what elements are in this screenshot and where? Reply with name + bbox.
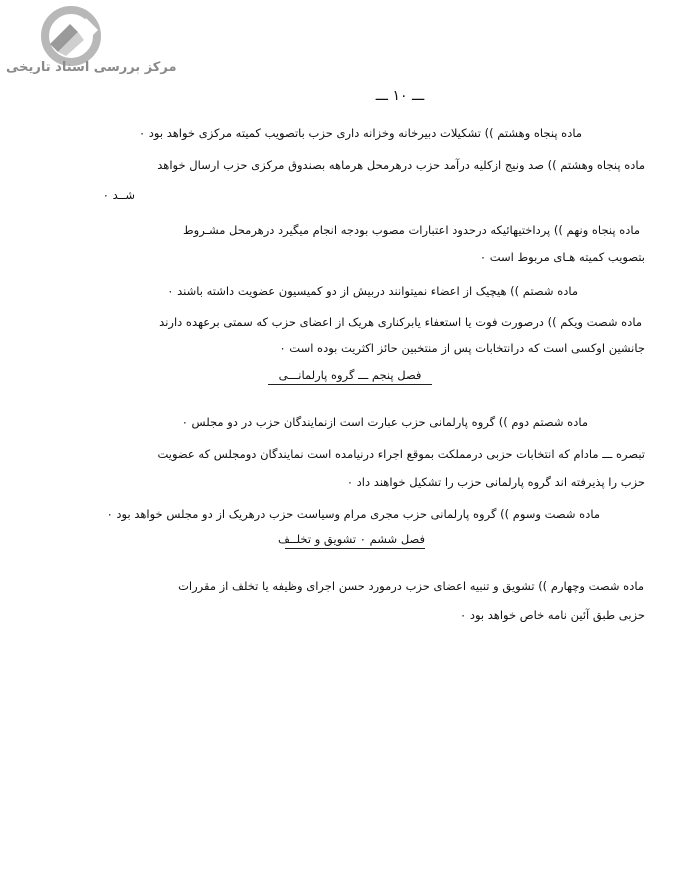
paragraph-line: تبصره ـــ مادام که انتخابات حزبی درمملکت بموقع اجراء درنیامده است نمایندگان دومجلس که عضویت	[157, 447, 645, 461]
paragraph-line: ماده پنجاه ونهم )) پرداختیهائیکه درحدود اعتبارات مصوب بودجه انجام میگیرد درهرمحل مشـروط	[183, 223, 640, 237]
paragraph-line: ماده شصت وسوم )) گروه پارلمانی حزب مجری مرام وسیاست حزب درهریک از دو مجلس خواهد بود ۰	[106, 507, 600, 521]
paragraph-line: ماده شصت وچهارم )) تشویق و تنبیه اعضای حزب درمورد حسن اجرای وظیفه یا تخلف از مقررات	[178, 579, 644, 593]
page-number: ـــ ۱۰ ـــ	[375, 88, 425, 104]
section-heading: فصل پنجم ـــ گروه پارلمانـــی	[268, 368, 432, 385]
paragraph-line: جانشین اوکسی است که درانتخابات پس از منتخبین حائز اکثریت بوده است ۰	[279, 341, 645, 355]
paragraph-line: حزب را پذیرفته اند گروه پارلمانی حزب را تشکیل خواهند داد ۰	[346, 475, 645, 489]
paragraph-line: شــد ۰	[102, 188, 135, 202]
paragraph-line: ماده پنجاه وهشتم )) صد ونیج ازکلیه درآمد حزب درهرمحل هرماهه بصندوق مرکزی حزب ارسال خواهد	[157, 158, 645, 172]
paragraph-line: ماده شصت ویکم )) درصورت فوت یا استعفاء یابرکناری هریک از اعضای حزب که سمتی برعهده دارند	[159, 315, 642, 329]
paragraph-line: ماده شصتم دوم )) گروه پارلمانی حزب عبارت است ازنمایندگان حزب در دو مجلس ۰	[181, 415, 588, 429]
archive-logo-text: مرکز بررسی اسناد تاریخی	[6, 60, 177, 75]
paragraph-line: ماده شصتم )) هیچیک از اعضاء نمیتوانند دربیش از دو کمیسیون عضویت داشته باشند ۰	[167, 284, 578, 298]
archive-logo-icon	[36, 6, 106, 66]
section-heading: فصل ششم ۰ تشویق و تخلــف	[285, 532, 425, 549]
paragraph-line: بتصویب کمیته هـای مربوط است ۰	[479, 250, 645, 264]
paragraph-line: حزبی طبق آئین نامه خاص خواهد بود ۰	[459, 608, 645, 622]
paragraph-line: ماده پنجاه وهشتم )) تشکیلات دبیرخانه وخزانه داری حزب باتصویب کمیته مرکزی خواهد بود ۰	[138, 126, 582, 140]
